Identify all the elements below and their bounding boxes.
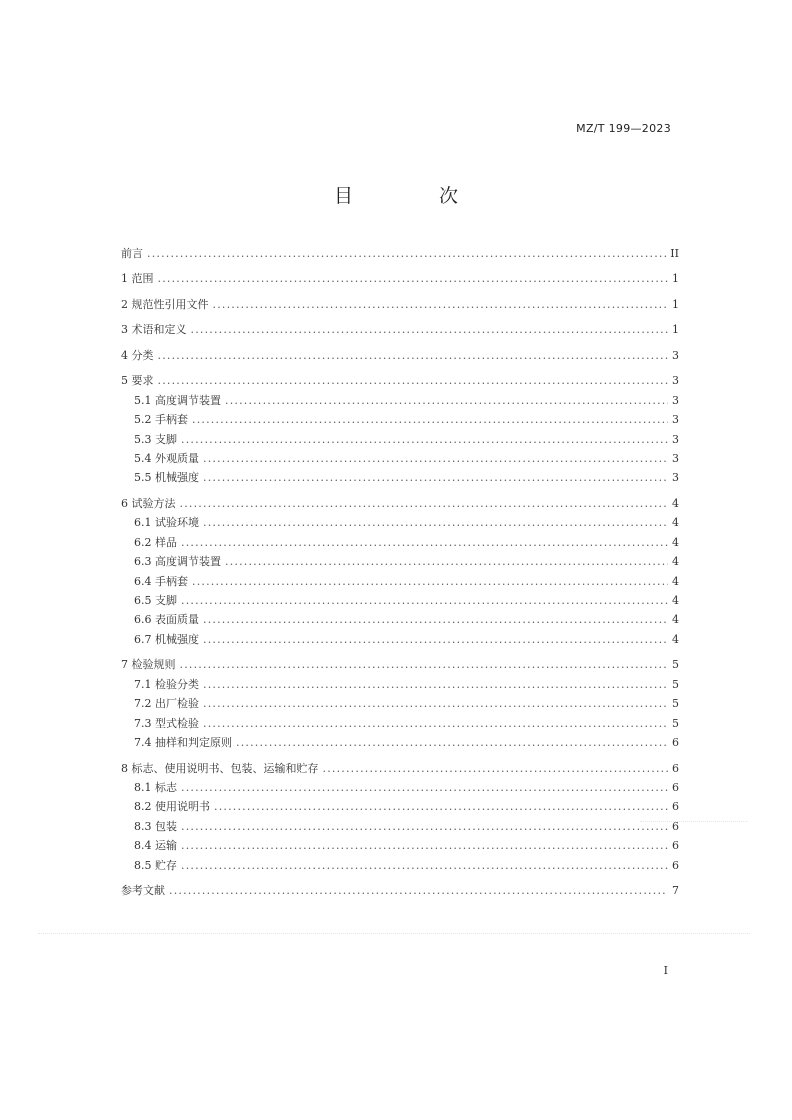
- toc-entry-label: 3 术语和定义: [121, 323, 187, 337]
- toc-entry-page: 6: [672, 858, 679, 872]
- scan-artifact-line: [38, 933, 750, 934]
- page-title: 目 次: [333, 185, 499, 207]
- toc-entry-page: 4: [672, 574, 679, 588]
- toc-subentry[interactable]: [121, 572, 679, 591]
- toc-entry-label: 7.2 出厂检验: [134, 697, 199, 711]
- toc-subentry[interactable]: [121, 591, 679, 610]
- toc-entry-page: 4: [672, 632, 679, 646]
- toc-entry-page: 5: [672, 658, 679, 672]
- dot-leader: [191, 320, 669, 339]
- toc-entry-page: 6: [672, 819, 679, 833]
- toc-entry-label: 7.4 抽样和判定原则: [134, 736, 232, 750]
- toc-entry-page: 5: [672, 677, 679, 691]
- toc-entry-label: 6.4 手柄套: [134, 574, 188, 588]
- dot-leader: [181, 430, 668, 449]
- dot-leader: [169, 881, 668, 900]
- dot-leader: [203, 513, 668, 532]
- toc-entry[interactable]: [121, 295, 679, 314]
- toc-entry-label: 5.4 外观质量: [134, 451, 199, 465]
- dot-leader: [225, 552, 668, 571]
- dot-leader: [203, 675, 668, 694]
- scan-artifact-line: [640, 821, 748, 822]
- dot-leader: [203, 468, 668, 487]
- dot-leader: [158, 346, 669, 365]
- toc-entry-label: 6.7 机械强度: [134, 632, 199, 646]
- toc-entry-page: 4: [672, 496, 679, 510]
- toc-entry-page: 4: [672, 613, 679, 627]
- toc-subentry[interactable]: [121, 797, 679, 816]
- toc-entry-label: 5.3 支脚: [134, 432, 177, 446]
- toc-subentry[interactable]: [121, 552, 679, 571]
- dot-leader: [181, 817, 668, 836]
- toc-entry[interactable]: [121, 655, 679, 674]
- toc-entry[interactable]: [121, 881, 679, 900]
- dot-leader: [203, 449, 668, 468]
- dot-leader: [147, 244, 667, 263]
- toc-subentry[interactable]: [121, 449, 679, 468]
- standard-code: MZ/T 199—2023: [576, 122, 671, 135]
- dot-leader: [181, 778, 668, 797]
- toc-entry-label: 2 规范性引用文件: [121, 297, 209, 311]
- dot-leader: [180, 655, 669, 674]
- toc-entry-label: 1 范围: [121, 272, 154, 286]
- dot-leader: [181, 533, 668, 552]
- toc-subentry[interactable]: [121, 836, 679, 855]
- toc-entry-page: 1: [672, 323, 679, 337]
- dot-leader: [225, 391, 668, 410]
- toc-entry-page: II: [670, 247, 679, 260]
- toc-entry-label: 6.1 试验环境: [134, 516, 199, 530]
- toc-subentry[interactable]: [121, 430, 679, 449]
- toc-entry-label: 5 要求: [121, 374, 154, 388]
- dot-leader: [158, 269, 669, 288]
- page-number: I: [663, 964, 668, 977]
- toc-entry-label: 8.1 标志: [134, 780, 177, 794]
- toc-subentry[interactable]: [121, 817, 679, 836]
- dot-leader: [214, 797, 668, 816]
- dot-leader: [203, 610, 668, 629]
- toc-subentry[interactable]: [121, 410, 679, 429]
- toc-entry-page: 3: [672, 471, 679, 485]
- toc-entry-page: 6: [672, 761, 679, 775]
- dot-leader: [181, 856, 668, 875]
- toc-entry-page: 7: [672, 884, 679, 898]
- toc-entry-label: 6.5 支脚: [134, 594, 177, 607]
- toc-entry[interactable]: [121, 494, 679, 513]
- toc-entry-page: 5: [672, 697, 679, 711]
- toc-entry-label: 8.5 贮存: [134, 858, 177, 872]
- toc-entry-label: 6.6 表面质量: [134, 613, 199, 627]
- toc-entry-label: 参考文献: [121, 884, 165, 898]
- toc-entry-page: 3: [672, 432, 679, 446]
- toc-entry-page: 6: [672, 839, 679, 853]
- toc-entry-label: 4 分类: [121, 348, 154, 362]
- toc-entry[interactable]: [121, 346, 679, 365]
- toc-entry[interactable]: [121, 244, 679, 263]
- dot-leader: [203, 694, 668, 713]
- toc-subentry[interactable]: [121, 610, 679, 629]
- dot-leader: [203, 714, 668, 733]
- toc-entry-label: 5.1 高度调节装置: [134, 393, 221, 407]
- toc-entry-label: 8.3 包装: [134, 819, 177, 833]
- toc-entry-page: 4: [672, 555, 679, 569]
- dot-leader: [180, 494, 669, 513]
- toc-subentry[interactable]: [121, 714, 679, 733]
- table-of-contents: [121, 244, 679, 901]
- toc-entry-label: 7.1 检验分类: [134, 677, 199, 691]
- toc-entry[interactable]: [121, 759, 679, 778]
- toc-entry[interactable]: [121, 269, 679, 288]
- toc-entry-label: 6.2 样品: [134, 535, 177, 549]
- dot-leader: [192, 410, 668, 429]
- toc-entry-label: 6 试验方法: [121, 496, 176, 510]
- toc-entry-page: 4: [672, 516, 679, 530]
- dot-leader: [203, 630, 668, 649]
- toc-subentry[interactable]: [121, 468, 679, 487]
- toc-subentry[interactable]: [121, 856, 679, 875]
- toc-entry-page: 5: [672, 716, 679, 730]
- toc-entry-page: 1: [672, 297, 679, 311]
- dot-leader: [213, 295, 669, 314]
- toc-entry-label: 7.3 型式检验: [134, 716, 199, 730]
- toc-entry-label: 前言: [121, 247, 143, 260]
- toc-entry-page: 3: [672, 451, 679, 465]
- toc-subentry[interactable]: [121, 391, 679, 410]
- toc-entry-page: 3: [672, 393, 679, 407]
- toc-entry-label: 5.5 机械强度: [134, 471, 199, 485]
- toc-entry[interactable]: [121, 320, 679, 339]
- toc-entry-page: 6: [672, 780, 679, 794]
- toc-entry-page: 6: [672, 736, 679, 750]
- toc-entry-label: 8.2 使用说明书: [134, 800, 210, 814]
- toc-entry-page: 3: [672, 413, 679, 427]
- toc-entry-label: 8 标志、使用说明书、包装、运输和贮存: [121, 761, 319, 775]
- toc-entry-label: 5.2 手柄套: [134, 413, 188, 427]
- toc-entry-page: 1: [672, 272, 679, 286]
- toc-subentry[interactable]: [121, 694, 679, 713]
- toc-entry-page: 3: [672, 374, 679, 388]
- toc-entry-label: 7 检验规则: [121, 658, 176, 672]
- dot-leader: [192, 572, 668, 591]
- toc-entry-page: 3: [672, 348, 679, 362]
- toc-subentry[interactable]: [121, 630, 679, 649]
- toc-entry-page: 4: [672, 594, 679, 607]
- toc-subentry[interactable]: [121, 733, 679, 752]
- toc-entry-page: 4: [672, 535, 679, 549]
- dot-leader: [181, 591, 668, 610]
- toc-entry-label: 6.3 高度调节装置: [134, 555, 221, 569]
- toc-subentry[interactable]: [121, 513, 679, 532]
- toc-subentry[interactable]: [121, 675, 679, 694]
- toc-entry-page: 6: [672, 800, 679, 814]
- toc-subentry[interactable]: [121, 533, 679, 552]
- toc-subentry[interactable]: [121, 778, 679, 797]
- toc-entry[interactable]: [121, 371, 679, 390]
- dot-leader: [323, 759, 669, 778]
- dot-leader: [158, 371, 669, 390]
- toc-entry-label: 8.4 运输: [134, 839, 177, 853]
- dot-leader: [236, 733, 668, 752]
- dot-leader: [181, 836, 668, 855]
